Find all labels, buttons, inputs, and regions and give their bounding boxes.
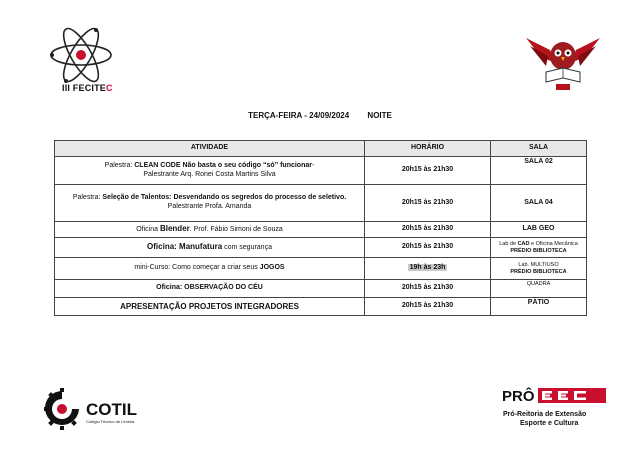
proeec-subtitle-line1: Pró-Reitoria de Extensão — [503, 411, 587, 418]
time-cell: 20h15 às 21h30 — [365, 298, 491, 316]
header-horario: HORÁRIO — [365, 141, 491, 157]
time-cell: 20h15 às 21h30 — [365, 185, 491, 222]
table-row — [55, 222, 587, 238]
room-cell: LAB GEO — [491, 222, 587, 238]
room-cell: Lab. MULTIUSO PRÉDIO BIBLIOTECA — [491, 258, 587, 280]
time-highlight: 19h às 23h — [409, 264, 446, 272]
heading-day: TERÇA-FEIRA - 24/09/2024 — [248, 111, 350, 120]
time-cell: 20h15 às 21h30 — [365, 157, 491, 185]
table-row — [55, 238, 587, 258]
activity-cell: mini-Curso: Como começar a criar seus JOGOS — [55, 258, 365, 280]
activity-cell: APRESENTAÇÃO PROJETOS INTEGRADORES — [55, 298, 365, 316]
table-header-row — [55, 141, 587, 157]
table-row — [55, 258, 587, 280]
proeec-subtitle-line2: Esporte e Cultura — [520, 420, 579, 427]
header-sala: SALA — [491, 141, 587, 157]
activity-cell: Oficina: Manufatura com segurança — [55, 238, 365, 258]
table-row — [55, 157, 587, 185]
heading-period: NOITE — [367, 111, 392, 120]
table-row — [55, 280, 587, 298]
activity-cell: Oficina: OBSERVAÇÃO DO CÉU — [55, 280, 365, 298]
activity-cell: Oficina Blender. Prof. Fábio Simoni de Souza — [55, 222, 365, 238]
room-cell: QUADRA — [491, 280, 587, 298]
time-cell: 20h15 às 21h30 — [365, 280, 491, 298]
activity-cell: Palestra: CLEAN CODE Não basta o seu código “só” funcionar- Palestrante Arq. Ronei Costa Martins Silva — [55, 157, 365, 185]
time-cell: 20h15 às 21h30 — [365, 222, 491, 238]
fecitec-logo-text: III FECITEC — [62, 83, 113, 93]
time-cell: 20h15 às 21h30 — [365, 238, 491, 258]
cotil-subtitle: Colégio Técnico de Limeira — [86, 419, 135, 424]
header-atividade: ATIVIDADE — [55, 141, 365, 157]
schedule-table — [54, 140, 587, 316]
table-row — [55, 298, 587, 316]
room-cell: SALA 02 — [491, 157, 587, 185]
room-cell: SALA 04 — [491, 185, 587, 222]
svg-text:PRÔ: PRÔ — [502, 388, 535, 405]
room-cell: PÁTIO — [491, 298, 587, 316]
schedule-heading — [0, 111, 640, 120]
time-cell — [365, 258, 491, 280]
room-cell: Lab de CAD e Oficina Mecânica PRÉDIO BIBLIOTECA — [491, 238, 587, 258]
activity-cell: Palestra: Seleção de Talentos: Desvendando os segredos do processo de seletivo. Palestrante Profa. Amanda — [55, 185, 365, 222]
cotil-logo — [44, 388, 164, 430]
proeec-logo — [500, 385, 620, 431]
cotil-name: COTIL — [86, 400, 137, 419]
owl-mascot-logo — [524, 28, 602, 96]
table-row — [55, 185, 587, 222]
